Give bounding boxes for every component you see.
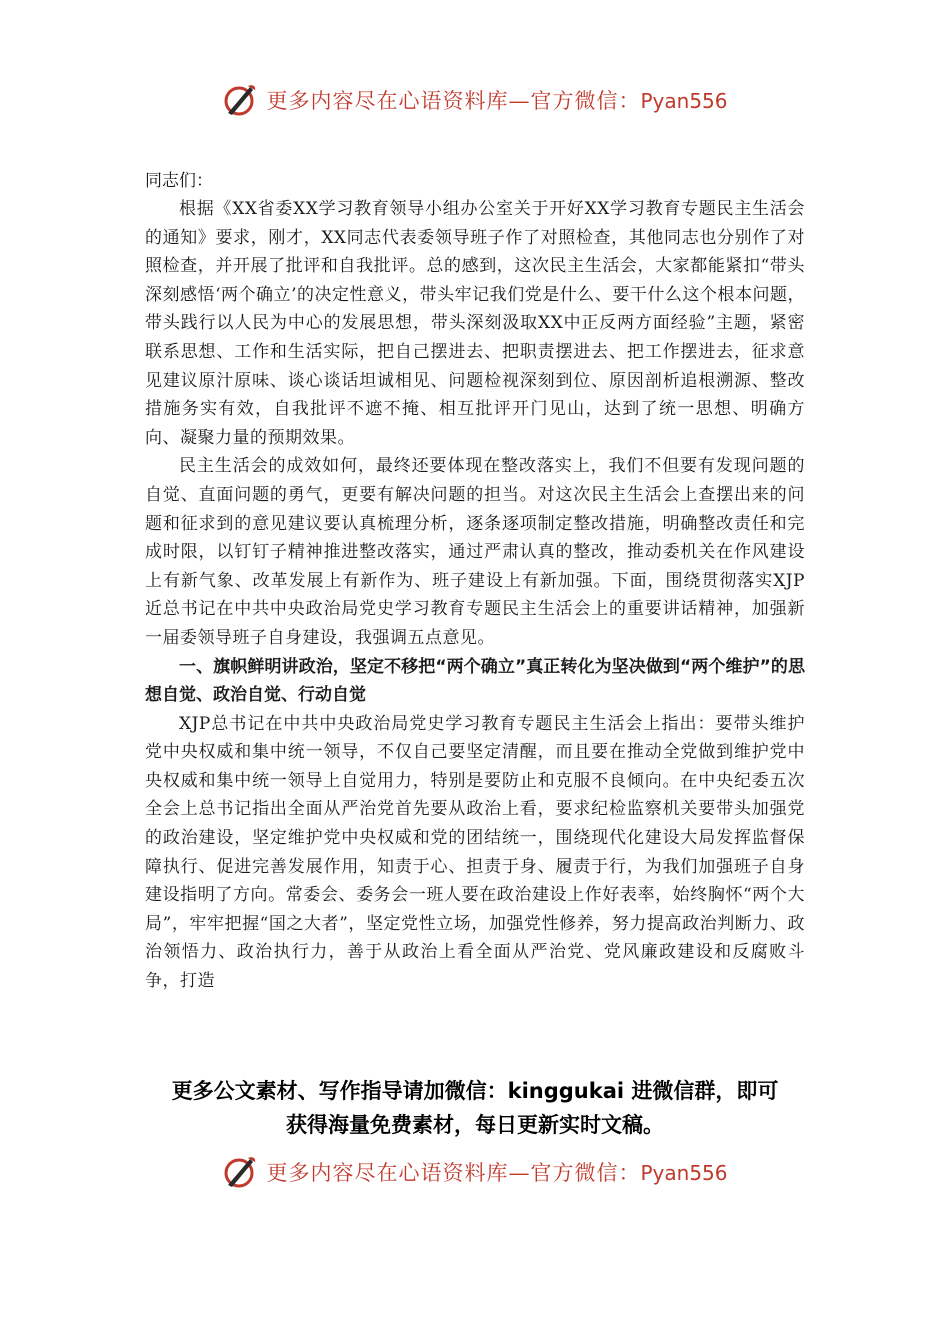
section-heading-1: 一、旗帜鲜明讲政治，坚定不移把“两个确立”真正转化为坚决做到“两个维护”的思想自觉、政治自觉、行动自觉 bbox=[145, 656, 805, 706]
promo-block bbox=[100, 1074, 850, 1142]
promo-line-2: 获得海量免费素材，每日更新实时文稿。 bbox=[286, 1113, 664, 1137]
quill-logo-icon bbox=[222, 82, 258, 118]
paragraph-1: 根据《XX省委XX学习教育领导小组办公室关于开好XX学习教育专题民主生活会的通知》要求，刚才，XX同志代表委领导班子作了对照检查，其他同志也分别作了对照检查，并开展了批评和自我批评。总的感到，这次民主生活会，大家都能紧扣“带头深刻感悟‘两个确立’的决定性意义，带头牢记我们党是什么、要干什么这个根本问题，带头践行以人民为中心的发展思想，带头深刻汲取XX中正反两方面经验”主题，紧密联系思想、工作和生活实际，把自己摆进去、把职责摆进去、把工作摆进去，征求意见建议原汁原味、谈心谈话坦诚相见、问题检视深刻到位、原因剖析追根溯源、整改措施务实有效，自我批评不遮不掩、相互批评开门见山，达到了统一思想、明确方向、凝聚力量的预期效果。 bbox=[145, 199, 805, 448]
paragraph-2: 民主生活会的成效如何，最终还要体现在整改落实上，我们不但要有发现问题的自觉、直面问题的勇气，更要有解决问题的担当。对这次民主生活会上查摆出来的问题和征求到的意见建议要认真梳理分析，逐条逐项制定整改措施，明确整改责任和完成时限，以钉钉子精神推进整改落实，通过严肃认真的整改，推动委机关在作风建设上有新气象、改革发展上有新作为、班子建设上有新加强。下面，围绕贯彻落实XJP近总书记在中共中央政治局党史学习教育专题民主生活会上的重要讲话精神，加强新一届委领导班子自身建设，我强调五点意见。 bbox=[145, 456, 805, 648]
quill-logo-icon bbox=[222, 1154, 258, 1190]
greeting: 同志们： bbox=[145, 171, 213, 191]
watermark-wechat-id: Pyan556 bbox=[640, 89, 728, 113]
document-body bbox=[145, 167, 805, 996]
watermark-text bbox=[266, 85, 727, 115]
paragraph-3: XJP总书记在中共中央政治局党史学习教育专题民主生活会上指出：要带头维护党中央权威和集中统一领导，不仅自己要坚定清醒，而且要在推动全党做到维护党中央权威和集中统一领导上自觉用力，特别是要防止和克服不良倾向。在中央纪委五次全会上总书记指出全面从严治党首先要从政治上看，要求纪检监察机关要带头加强党的政治建设，坚定维护党中央权威和党的团结统一，围绕现代化建设大局发挥监督保障执行、促进完善发展作用，知责于心、担责于身、履责于行，为我们加强班子自身建设指明了方向。常委会、委务会一班人要在政治建设上作好表率，始终胸怀“两个大局”，牢牢把握“国之大者”，坚定党性立场，加强党性修养，努力提高政治判断力、政治领悟力、政治执行力，善于从政治上看全面从严治党、党风廉政建设和反腐败斗争，打造 bbox=[145, 713, 805, 992]
watermark-header bbox=[0, 82, 950, 118]
promo-line-1: 更多公文素材、写作指导请加微信：kinggukai 进微信群，即可 bbox=[171, 1079, 779, 1103]
watermark-label: 更多内容尽在心语资料库—官方微信： bbox=[266, 89, 641, 113]
watermark-label: 更多内容尽在心语资料库—官方微信： bbox=[266, 1161, 641, 1185]
watermark-wechat-id: Pyan556 bbox=[640, 1161, 728, 1185]
watermark-footer bbox=[0, 1154, 950, 1190]
watermark-text bbox=[266, 1157, 727, 1187]
